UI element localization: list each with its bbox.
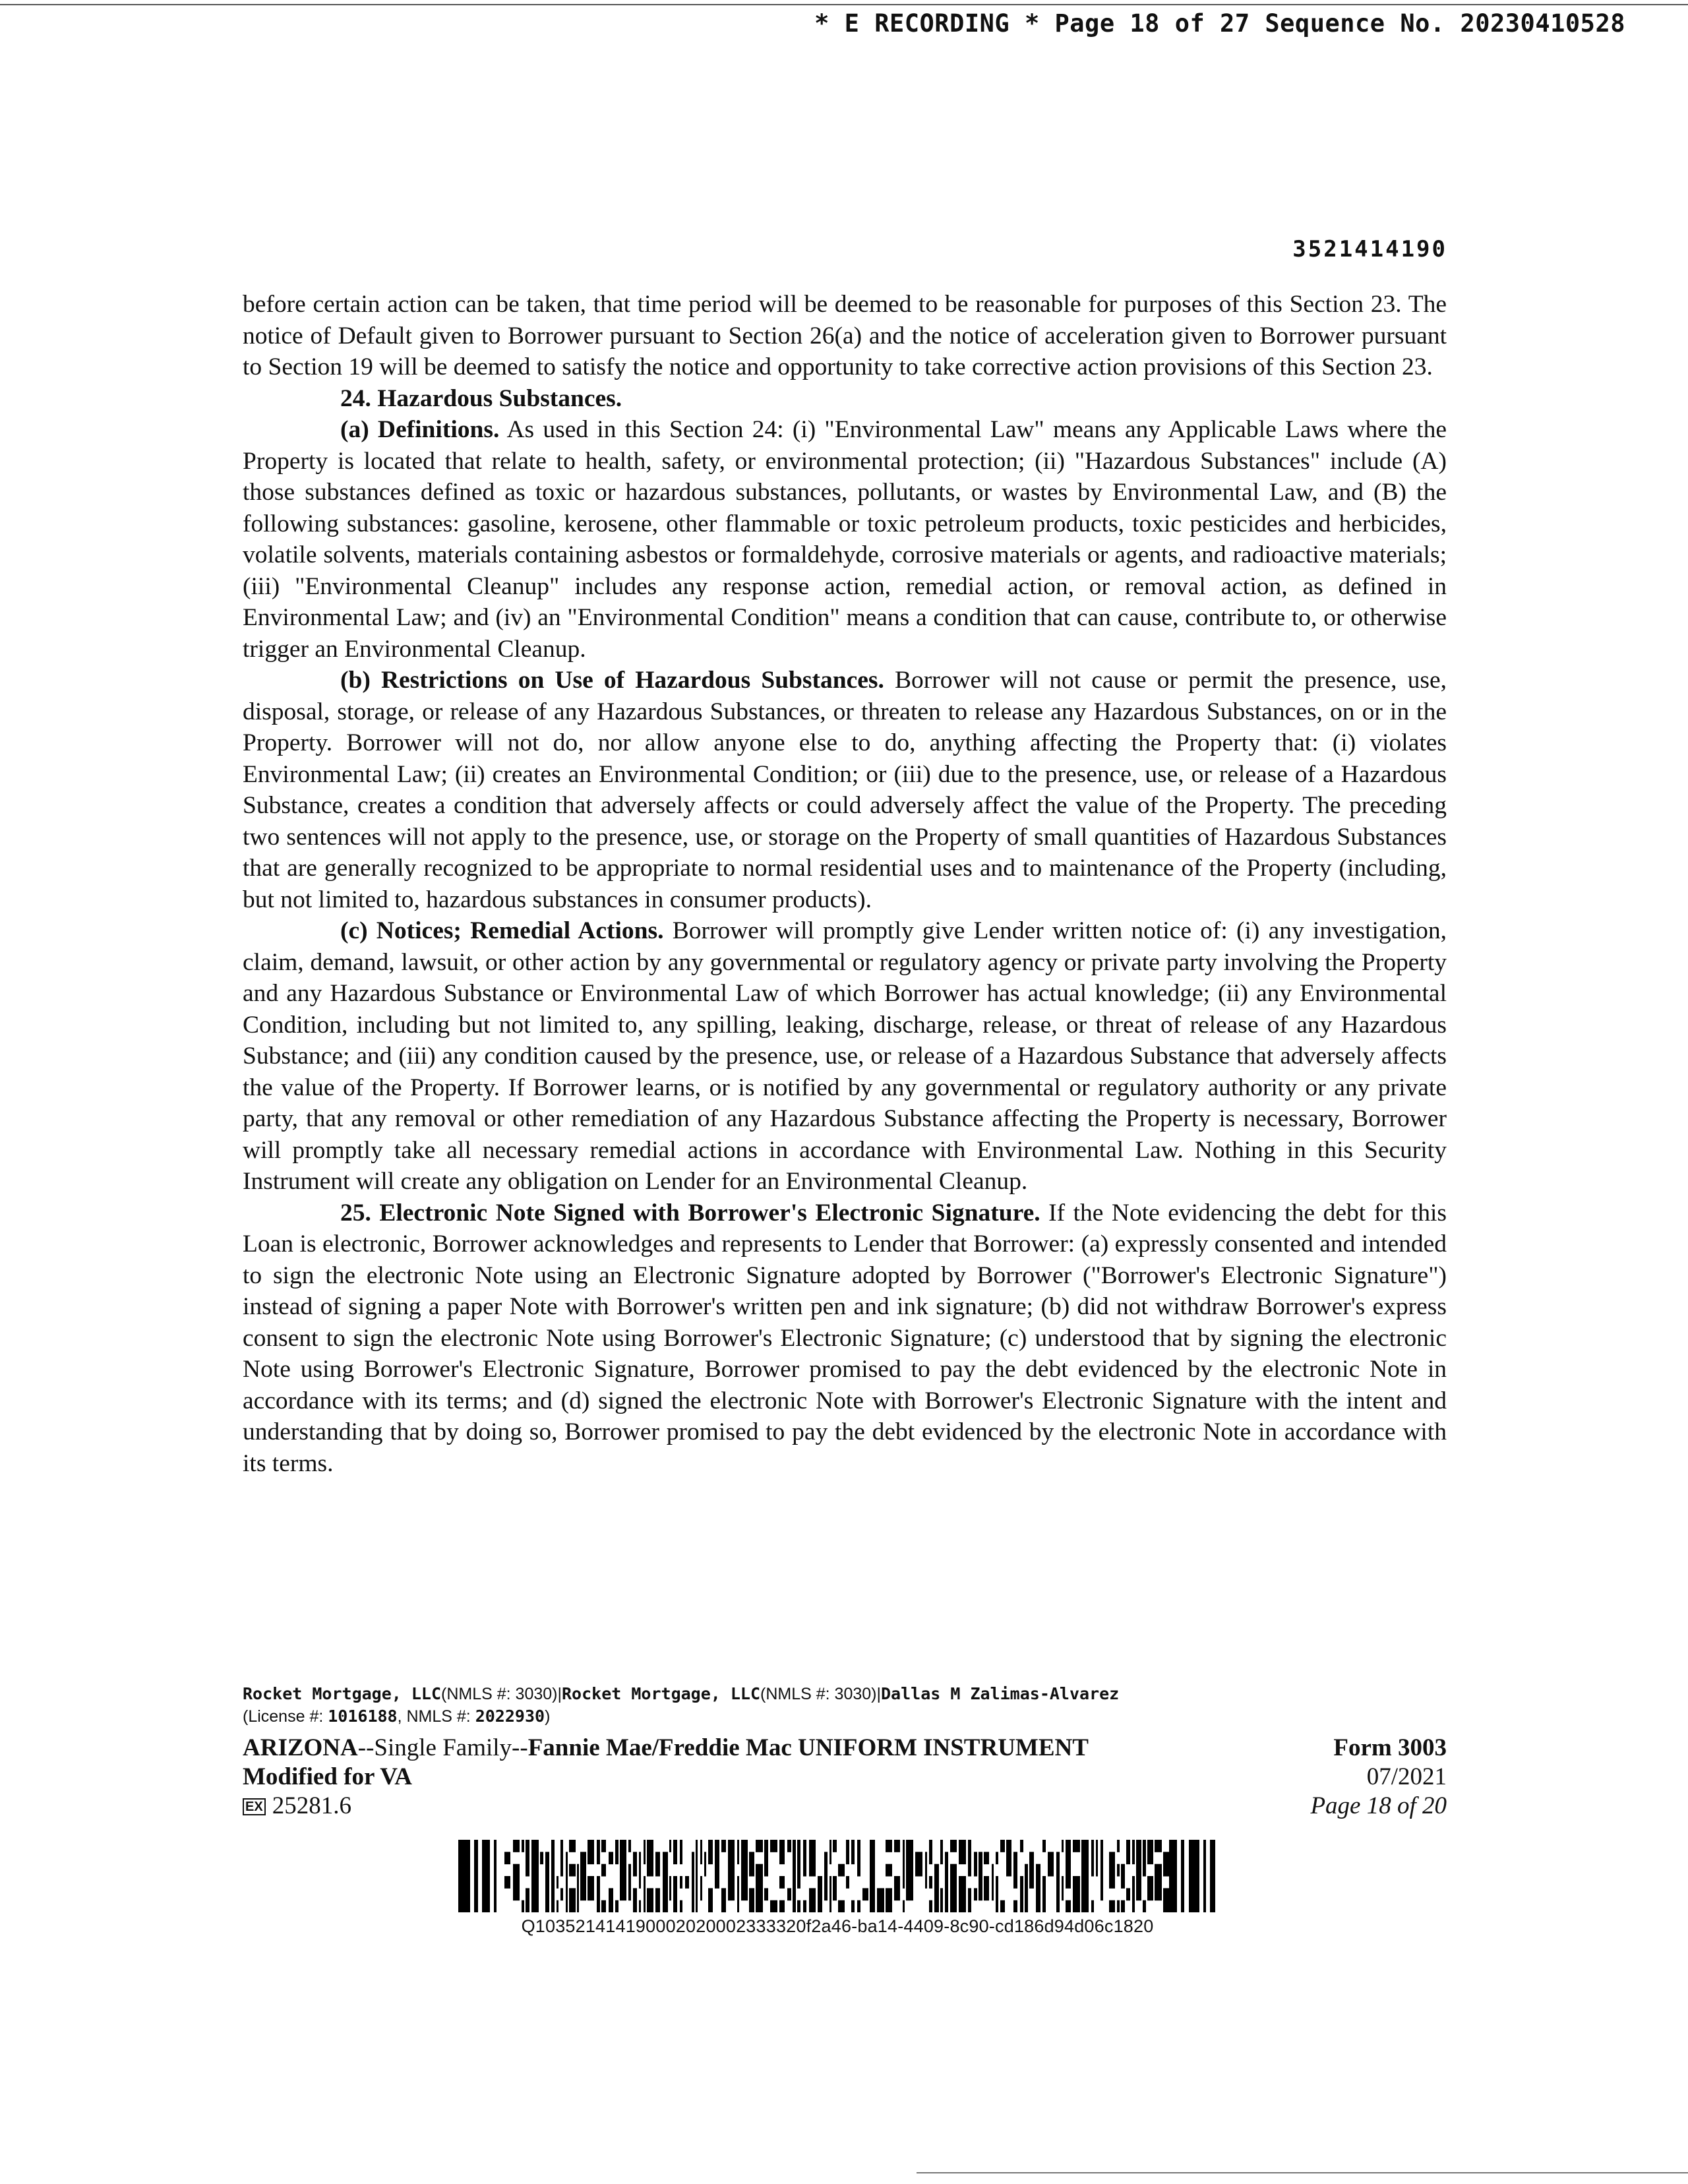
instrument-title-line: [243, 1734, 1089, 1763]
license-suffix: ): [545, 1707, 551, 1726]
paragraph-section-23-continuation: before certain action can be taken, that time period will be deemed to be reasonable for purposes of this Section 23. The notice of Default given to Borrower pursuant to Section 26(a) and the notice of acceleration given to Borrower pursuant to Section 19 will be deemed to satisfy the notice and opportunity to take corrective action provisions of this Section 23.: [243, 291, 1447, 380]
nmls-number: 2022930: [475, 1707, 545, 1726]
originator-name: Dallas M Zalimas-Alvarez: [881, 1684, 1120, 1703]
separator: |: [876, 1685, 881, 1703]
paragraph-24c-heading: (c) Notices; Remedial Actions.: [340, 917, 664, 944]
section-24-heading: [243, 383, 1447, 415]
license-prefix: (License #:: [243, 1707, 328, 1726]
barcode-image: [458, 1840, 1217, 1912]
paragraph-24a: [243, 414, 1447, 665]
instrument-title: Fannie Mae/Freddie Mac UNIFORM INSTRUMENT: [528, 1734, 1089, 1761]
paragraph-24c-text: Borrower will promptly give Lender written notice of: (i) any investigation, claim, demand, lawsuit, or other action by any governmental or regulatory agency or private party involving the Property and any Hazardous Substance or Environmental Law of which Borrower has actual knowledge; (ii) any Environmental Condition, including but not limited to, any spilling, leaking, discharge, release, or threat of release of any Hazardous Substance; and (iii) any condition caused by the presence, use, or release of a Hazardous Substance that adversely affects the value of the Property. If Borrower learns, or is notified by any governmental or regulatory authority or any private party, that any removal or other remediation of any Hazardous Substance affecting the Property is necessary, Borrower will promptly take all necessary remedial actions in accordance with Environmental Law. Nothing in this Security Instrument will create any obligation on Lender for an Environmental Cleanup.: [243, 917, 1447, 1195]
footer-form-left: [243, 1734, 1089, 1821]
paragraph-24a-heading: (a) Definitions.: [340, 416, 500, 443]
footer-form-right: [1310, 1734, 1447, 1821]
nmls-prefix: , NMLS #:: [397, 1707, 475, 1726]
form-number-text: Form 3003: [1333, 1734, 1447, 1761]
ex-icon: EX: [243, 1798, 266, 1815]
footer-lender-line: [243, 1683, 1447, 1728]
form-number: [1310, 1734, 1447, 1763]
state-title-sep: --Single Family--: [357, 1734, 528, 1761]
lender-1-nmls: (NMLS #: 3030): [441, 1685, 558, 1703]
doc-code: 25281.6: [272, 1792, 351, 1819]
doc-code-line: [243, 1792, 1089, 1821]
section-24-title: 24. Hazardous Substances.: [340, 384, 622, 412]
license-number: 1016188: [328, 1707, 398, 1726]
section-25-text: If the Note evidencing the debt for this Loan is electronic, Borrower acknowledges and represents to Lender that Borrower: (a) expressly consented and intended to sign the electronic Note using an Electronic Signature adopted by Borrower ("Borrower's Electronic Signature") instead of signing a paper Note with Borrower's written pen and ink signature; (b) did not withdraw Borrower's express consent to sign the electronic Note using Borrower's Electronic Signature; (c) understood that by signing the electronic Note using Borrower's Electronic Signature, Borrower promised to pay the debt evidenced by the electronic Note in accordance with its terms; and (d) signed the electronic Note with Borrower's Electronic Signature with the intent and understanding that by doing so, Borrower promised to pay the debt evidenced by the electronic Note in accordance with its terms.: [243, 1199, 1447, 1477]
recording-header: * E RECORDING * Page 18 of 27 Sequence No. 20230410528: [814, 9, 1625, 38]
modified-line: [243, 1763, 1089, 1792]
paragraph-24b-text: Borrower will not cause or permit the presence, use, disposal, storage, or release of any Hazardous Substances, or threaten to release any Hazardous Substances, on or in the Property. Borrower will not do, nor allow anyone else to do, anything affecting the Property that: (i) violates Environmental Law; (ii) creates an Environmental Condition; or (iii) due to the presence, use, or release of a Hazardous Substance, creates a condition that adversely affects or could adversely affect the value of the Property. The preceding two sentences will not apply to the presence, use, or storage on the Property of small quantities of Hazardous Substances that are generally recognized to be appropriate to normal residential uses and to maintenance of the Property (including, but not limited to, hazardous substances in consumer products).: [243, 667, 1447, 913]
top-rule: [0, 4, 1688, 5]
section-25-heading: 25. Electronic Note Signed with Borrower's Electronic Signature.: [340, 1199, 1040, 1227]
lender-1-name: Rocket Mortgage, LLC: [243, 1684, 442, 1703]
paragraph-24c: [243, 915, 1447, 1198]
bottom-rule: [917, 2172, 1688, 2173]
paragraph-24b-heading: (b) Restrictions on Use of Hazardous Substances.: [340, 667, 884, 694]
document-body: [243, 289, 1447, 1479]
separator: |: [557, 1685, 562, 1703]
page-label: [1310, 1792, 1447, 1821]
modified-for: Modified for VA: [243, 1763, 412, 1790]
lender-line-1: [243, 1683, 1447, 1705]
paragraph-24a-text: As used in this Section 24: (i) "Environmental Law" means any Applicable Laws where the Property is located that relate to health, safety, or environmental protection; (ii) "Hazardous Substances" include (A) those substances defined as toxic or hazardous substances, pollutants, or wastes by Environmental Law, and (B) the following substances: gasoline, kerosene, other flammable or toxic petroleum products, toxic pesticides and herbicides, volatile solvents, materials containing asbestos or formaldehyde, corrosive materials or agents, and radioactive materials; (iii) "Environmental Cleanup" includes any response action, remedial action, or removal action, as defined in Environmental Law; and (iv) an "Environmental Condition" means a condition that can cause, contribute to, or otherwise trigger an Environmental Cleanup.: [243, 416, 1447, 663]
lender-line-2: [243, 1705, 1447, 1728]
page-label-text: Page 18 of 20: [1310, 1792, 1447, 1819]
form-date: 07/2021: [1366, 1763, 1447, 1790]
lender-2-nmls: (NMLS #: 3030): [760, 1685, 877, 1703]
paragraph-25: [243, 1198, 1447, 1480]
state-name: ARIZONA: [243, 1734, 358, 1761]
paragraph-24b: [243, 665, 1447, 915]
barcode-text: Q103521414190002020002333320f2a46-ba14-4409-8c90-cd186d94d06c1820: [521, 1916, 1154, 1936]
loan-number: 3521414190: [1292, 236, 1447, 262]
lender-2-name: Rocket Mortgage, LLC: [562, 1684, 761, 1703]
